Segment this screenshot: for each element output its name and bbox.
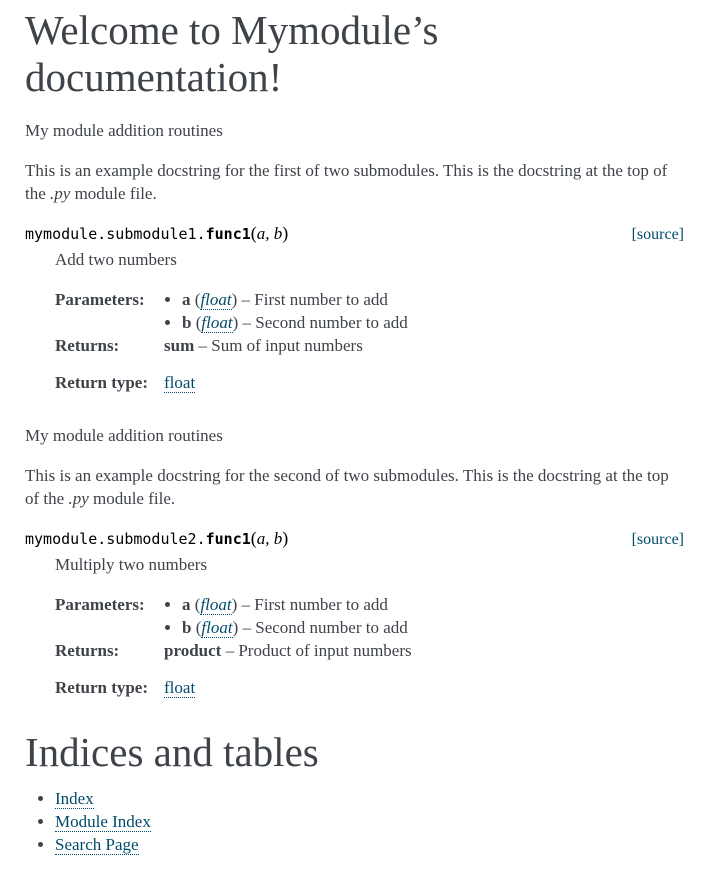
type-link[interactable]: float: [200, 290, 232, 309]
parameter-item: • b (float) – Second number to add: [182, 311, 408, 334]
source-link[interactable]: [source]: [631, 226, 684, 243]
return-type-label: Return type:: [55, 678, 149, 697]
list-item: [55, 833, 684, 856]
module-index-link[interactable]: Module Index: [55, 812, 151, 831]
search-page-link[interactable]: Search Page: [55, 835, 139, 854]
parameter-item: • a (float) – First number to add: [182, 593, 412, 616]
return-type-label: Return type:: [55, 373, 149, 392]
function-description: Add two numbers: [55, 250, 177, 269]
module-intro: My module addition routines: [25, 121, 223, 140]
list-item: [55, 787, 684, 810]
field-list: [55, 288, 408, 394]
module-docstring: This is an example docstring for the first of two submodules. This is the docstring at the top of the .py module file.: [25, 161, 668, 203]
function-signature: [25, 527, 684, 551]
submodule1-section: [25, 119, 684, 394]
index-link[interactable]: Index: [55, 789, 94, 808]
source-link[interactable]: [source]: [631, 531, 684, 548]
parameters-label: Parameters:: [55, 290, 145, 309]
parameter-list: [164, 288, 408, 334]
module-docstring: This is an example docstring for the second of two submodules. This is the docstring at the top of the .py module file.: [25, 466, 669, 508]
function-signature: [25, 222, 684, 246]
list-item: [55, 810, 684, 833]
type-link[interactable]: float: [201, 313, 233, 332]
document-body: [0, 7, 705, 856]
indices-list: [25, 787, 684, 856]
returns-value: product – Product of input numbers: [164, 641, 412, 660]
parameters-label: Parameters:: [55, 595, 145, 614]
type-link[interactable]: float: [201, 618, 233, 637]
return-type-link[interactable]: float: [164, 678, 196, 697]
returns-value: sum – Sum of input numbers: [164, 336, 363, 355]
field-list: [55, 593, 412, 699]
type-link[interactable]: float: [200, 595, 232, 614]
parameter-list: [164, 593, 412, 639]
indices-title: Indices and tables: [25, 729, 319, 775]
return-type-link[interactable]: float: [164, 373, 196, 392]
returns-label: Returns:: [55, 336, 120, 355]
function-body: [55, 248, 684, 394]
returns-label: Returns:: [55, 641, 120, 660]
signature-code: mymodule.submodule1.func1(a, b): [25, 223, 289, 243]
function-description: Multiply two numbers: [55, 555, 208, 574]
signature-code: mymodule.submodule2.func1(a, b): [25, 528, 289, 548]
function-body: [55, 553, 684, 699]
parameter-item: • a (float) – First number to add: [182, 288, 408, 311]
page-title: Welcome to Mymodule’s documentation!: [25, 7, 439, 100]
parameter-item: • b (float) – Second number to add: [182, 616, 412, 639]
module-intro: My module addition routines: [25, 426, 223, 445]
submodule2-section: [25, 424, 684, 699]
